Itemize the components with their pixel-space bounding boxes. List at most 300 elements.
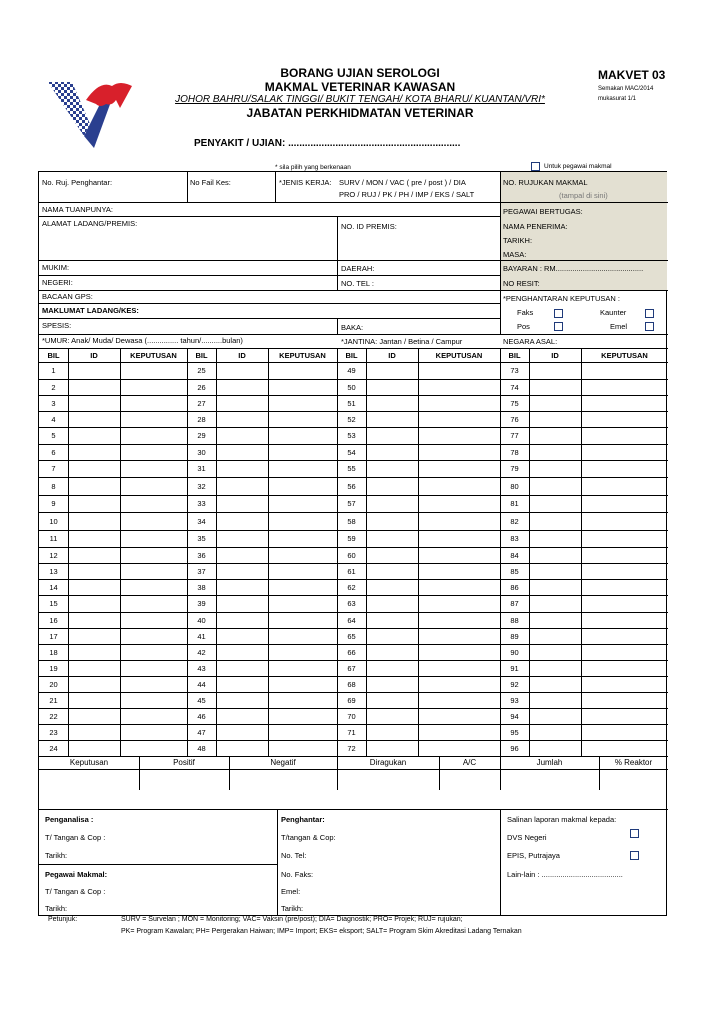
lab-officer-label: Pegawai Makmal: — [45, 870, 108, 879]
sample-id-cell[interactable] — [529, 612, 581, 628]
row-number: 77 — [510, 431, 519, 440]
result-cell[interactable] — [120, 579, 187, 595]
result-cell[interactable] — [418, 477, 500, 495]
row-number: 44 — [197, 679, 206, 689]
result-cell[interactable] — [418, 628, 500, 644]
result-cell[interactable] — [581, 460, 668, 477]
phone-label[interactable]: NO. TEL : — [341, 279, 374, 288]
result-cell[interactable] — [120, 628, 187, 644]
sample-id-cell[interactable] — [216, 612, 268, 628]
age-field[interactable]: *UMUR: Anak/ Muda/ Dewasa (............... tahun/..........bulan) — [42, 336, 243, 345]
revision-label: Semakan MAC/2014 — [598, 86, 654, 92]
result-cell[interactable] — [120, 460, 187, 477]
sample-id-cell[interactable] — [216, 692, 268, 708]
summary-value-cell[interactable] — [500, 770, 599, 790]
result-cell[interactable] — [120, 740, 187, 756]
lab-officer-signature-field[interactable]: T/ Tangan & Cop : — [45, 887, 106, 896]
sample-id-cell[interactable] — [529, 477, 581, 495]
sample-id-cell[interactable] — [366, 579, 418, 595]
sample-id-cell[interactable] — [366, 612, 418, 628]
result-cell[interactable] — [268, 724, 337, 740]
row-number: 7 — [51, 464, 56, 473]
table-row-line — [500, 756, 668, 757]
row-number: 68 — [347, 679, 356, 689]
sample-id-cell[interactable] — [366, 547, 418, 563]
sender-fax-field[interactable]: No. Faks: — [281, 870, 314, 879]
result-cell[interactable] — [120, 563, 187, 579]
row-number: 28 — [197, 414, 206, 424]
row-number: 34 — [197, 516, 206, 526]
result-cell[interactable] — [268, 495, 337, 512]
counter-option-label: Kaunter — [600, 308, 627, 317]
result-cell[interactable] — [581, 379, 668, 395]
result-cell[interactable] — [581, 628, 668, 644]
result-cell[interactable] — [120, 427, 187, 444]
origin-country-label[interactable]: NEGARA ASAL: — [503, 337, 558, 346]
result-cell[interactable] — [581, 612, 668, 628]
sample-id-cell[interactable] — [68, 676, 120, 692]
row-number: 23 — [49, 727, 58, 737]
sample-id-cell[interactable] — [216, 628, 268, 644]
summary--reaktor: % Reaktor — [614, 758, 653, 767]
result-cell[interactable] — [268, 379, 337, 395]
result-cell[interactable] — [120, 612, 187, 628]
result-cell[interactable] — [268, 644, 337, 660]
sample-id-cell[interactable] — [529, 676, 581, 692]
result-cell[interactable] — [581, 563, 668, 579]
mukim-label[interactable]: MUKIM: — [42, 263, 70, 272]
sender-ref-label[interactable]: No. Ruj. Penghantar: — [42, 178, 113, 187]
result-cell[interactable] — [418, 495, 500, 512]
row-number: 92 — [510, 679, 519, 689]
sample-id-cell[interactable] — [216, 579, 268, 595]
sample-id-cell[interactable] — [529, 547, 581, 563]
result-cell[interactable] — [581, 512, 668, 530]
row-number: 57 — [347, 499, 356, 508]
sample-id-cell[interactable] — [68, 595, 120, 612]
result-cell[interactable] — [418, 724, 500, 740]
row-number: 65 — [347, 631, 356, 641]
sample-id-cell[interactable] — [366, 495, 418, 512]
result-cell[interactable] — [120, 724, 187, 740]
result-cell[interactable] — [418, 395, 500, 411]
sample-id-cell[interactable] — [366, 660, 418, 676]
sample-id-cell[interactable] — [216, 563, 268, 579]
sample-id-cell[interactable] — [216, 595, 268, 612]
receipt-label[interactable]: NO RESIT: — [503, 279, 540, 288]
sample-id-cell[interactable] — [529, 595, 581, 612]
sample-id-cell[interactable] — [366, 411, 418, 427]
row-number: 13 — [49, 566, 58, 576]
sample-id-cell[interactable] — [366, 595, 418, 612]
summary-value-cell[interactable] — [439, 770, 500, 790]
sample-id-cell[interactable] — [68, 512, 120, 530]
work-type-options-1[interactable]: SURV / MON / VAC ( pre / post ) / DIA — [339, 178, 466, 187]
address-label[interactable]: ALAMAT LADANG/PREMIS: — [42, 219, 138, 228]
row-number: 3 — [51, 398, 56, 408]
lab-only-checkbox[interactable] — [531, 162, 540, 171]
table-header-keputusan: KEPUTUSAN — [279, 351, 326, 360]
sample-id-cell[interactable] — [529, 411, 581, 427]
result-cell[interactable] — [418, 579, 500, 595]
summary-value-cell[interactable] — [39, 770, 139, 790]
fax-option-label: Faks — [517, 308, 534, 317]
post-checkbox[interactable] — [554, 322, 563, 331]
result-cell[interactable] — [581, 595, 668, 612]
result-cell[interactable] — [418, 708, 500, 724]
row-number: 72 — [347, 743, 356, 753]
sample-id-cell[interactable] — [366, 676, 418, 692]
sample-id-cell[interactable] — [68, 395, 120, 411]
table-header-bil: BIL — [508, 351, 521, 360]
sample-id-cell[interactable] — [68, 724, 120, 740]
sample-id-cell[interactable] — [68, 362, 120, 379]
sample-id-cell[interactable] — [529, 644, 581, 660]
sample-id-cell[interactable] — [68, 379, 120, 395]
sample-id-cell[interactable] — [68, 444, 120, 460]
breed-label[interactable]: BAKA: — [341, 323, 364, 332]
result-cell[interactable] — [120, 708, 187, 724]
result-cell[interactable] — [120, 547, 187, 563]
result-cell[interactable] — [268, 563, 337, 579]
sample-id-cell[interactable] — [68, 547, 120, 563]
row-number: 61 — [347, 566, 356, 576]
result-cell[interactable] — [120, 444, 187, 460]
sample-id-cell[interactable] — [529, 530, 581, 547]
epis-checkbox[interactable] — [630, 851, 639, 860]
officer-label[interactable]: PEGAWAI BERTUGAS: — [503, 207, 583, 216]
summary-jumlah: Jumlah — [536, 758, 563, 767]
row-number: 8 — [51, 481, 56, 491]
result-cell[interactable] — [418, 676, 500, 692]
sample-id-cell[interactable] — [68, 708, 120, 724]
result-cell[interactable] — [268, 427, 337, 444]
sample-id-cell[interactable] — [366, 628, 418, 644]
result-cell[interactable] — [581, 411, 668, 427]
result-cell[interactable] — [581, 495, 668, 512]
result-cell[interactable] — [120, 530, 187, 547]
dvs-checkbox[interactable] — [630, 829, 639, 838]
department-name: JABATAN PERKHIDMATAN VETERINAR — [246, 106, 474, 120]
sample-id-cell[interactable] — [366, 724, 418, 740]
result-cell[interactable] — [418, 547, 500, 563]
sample-id-cell[interactable] — [529, 512, 581, 530]
result-cell[interactable] — [581, 547, 668, 563]
row-number: 41 — [197, 631, 206, 641]
sample-id-cell[interactable] — [366, 444, 418, 460]
result-cell[interactable] — [268, 595, 337, 612]
summary-value-cell[interactable] — [337, 770, 439, 790]
sample-id-cell[interactable] — [216, 395, 268, 411]
row-number: 94 — [510, 711, 519, 721]
result-cell[interactable] — [418, 512, 500, 530]
summary-value-cell[interactable] — [599, 770, 668, 790]
result-cell[interactable] — [581, 427, 668, 444]
sample-id-cell[interactable] — [68, 530, 120, 547]
sample-id-cell[interactable] — [68, 477, 120, 495]
result-cell[interactable] — [581, 724, 668, 740]
result-cell[interactable] — [268, 512, 337, 530]
result-cell[interactable] — [120, 644, 187, 660]
sample-id-cell[interactable] — [529, 460, 581, 477]
result-cell[interactable] — [120, 660, 187, 676]
result-cell[interactable] — [418, 644, 500, 660]
page-label: mukasurat 1/1 — [598, 96, 637, 102]
counter-checkbox[interactable] — [645, 309, 654, 318]
sample-id-cell[interactable] — [366, 563, 418, 579]
result-cell[interactable] — [581, 692, 668, 708]
date-label[interactable]: TARIKH: — [503, 236, 533, 245]
result-cell[interactable] — [581, 477, 668, 495]
payment-label[interactable]: BAYARAN : RM.......................................... — [503, 264, 644, 273]
row-number: 60 — [347, 550, 356, 560]
row-number: 56 — [347, 481, 356, 491]
result-cell[interactable] — [120, 411, 187, 427]
result-cell[interactable] — [581, 660, 668, 676]
sample-id-cell[interactable] — [366, 362, 418, 379]
sample-id-cell[interactable] — [366, 530, 418, 547]
sample-id-cell[interactable] — [68, 579, 120, 595]
sample-id-cell[interactable] — [68, 644, 120, 660]
result-cell[interactable] — [120, 692, 187, 708]
row-number: 86 — [510, 582, 519, 592]
row-number: 30 — [197, 447, 206, 457]
result-cell[interactable] — [418, 379, 500, 395]
row-number: 29 — [197, 431, 206, 440]
result-cell[interactable] — [418, 411, 500, 427]
district-label[interactable]: DAERAH: — [341, 264, 375, 273]
result-cell[interactable] — [268, 612, 337, 628]
row-number: 40 — [197, 615, 206, 625]
result-cell[interactable] — [268, 395, 337, 411]
result-cell[interactable] — [268, 628, 337, 644]
row-number: 89 — [510, 631, 519, 641]
sample-id-cell[interactable] — [216, 708, 268, 724]
row-number: 2 — [51, 382, 56, 392]
row-number: 79 — [510, 464, 519, 473]
state-label[interactable]: NEGERI: — [42, 278, 73, 287]
sample-id-cell[interactable] — [68, 495, 120, 512]
sender-phone-field[interactable]: No. Tel: — [281, 851, 307, 860]
sample-id-cell[interactable] — [529, 362, 581, 379]
sample-id-cell[interactable] — [529, 427, 581, 444]
result-cell[interactable] — [418, 362, 500, 379]
sample-id-cell[interactable] — [366, 692, 418, 708]
email-checkbox[interactable] — [645, 322, 654, 331]
fax-checkbox[interactable] — [554, 309, 563, 318]
sample-id-cell[interactable] — [366, 708, 418, 724]
sample-id-cell[interactable] — [216, 644, 268, 660]
result-cell[interactable] — [268, 579, 337, 595]
sample-id-cell[interactable] — [216, 724, 268, 740]
result-cell[interactable] — [581, 395, 668, 411]
analyst-signature-field[interactable]: T/ Tangan & Cop : — [45, 833, 106, 842]
summary-value-cell[interactable] — [229, 770, 337, 790]
result-cell[interactable] — [581, 676, 668, 692]
sample-id-cell[interactable] — [68, 660, 120, 676]
serology-form — [38, 171, 667, 916]
lab-only-note — [531, 162, 612, 171]
result-cell[interactable] — [268, 460, 337, 477]
sample-id-cell[interactable] — [216, 460, 268, 477]
result-cell[interactable] — [418, 460, 500, 477]
result-cell[interactable] — [581, 644, 668, 660]
epis-label: EPIS, Putrajaya — [507, 851, 560, 860]
result-cell[interactable] — [418, 563, 500, 579]
sample-id-cell[interactable] — [216, 547, 268, 563]
sample-id-cell[interactable] — [366, 395, 418, 411]
result-cell[interactable] — [268, 477, 337, 495]
result-cell[interactable] — [418, 692, 500, 708]
analyst-date-field[interactable]: Tarikh: — [45, 851, 68, 860]
sample-id-cell[interactable] — [366, 644, 418, 660]
sample-id-cell[interactable] — [366, 740, 418, 756]
sample-id-cell[interactable] — [529, 724, 581, 740]
result-cell[interactable] — [581, 740, 668, 756]
sample-id-cell[interactable] — [216, 362, 268, 379]
result-cell[interactable] — [268, 547, 337, 563]
result-cell[interactable] — [418, 660, 500, 676]
sample-id-cell[interactable] — [529, 708, 581, 724]
result-cell[interactable] — [418, 612, 500, 628]
sample-id-cell[interactable] — [529, 579, 581, 595]
sample-id-cell[interactable] — [216, 676, 268, 692]
receiver-label[interactable]: NAMA PENERIMA: — [503, 222, 568, 231]
owner-name-label[interactable]: NAMA TUANPUNYA: — [42, 205, 113, 214]
work-type-options-2[interactable]: PRO / RUJ / PK / PH / IMP / EKS / SALT — [339, 190, 475, 199]
sample-id-cell[interactable] — [366, 512, 418, 530]
result-cell[interactable] — [268, 692, 337, 708]
result-cell[interactable] — [581, 708, 668, 724]
row-number: 48 — [197, 743, 206, 753]
result-cell[interactable] — [120, 595, 187, 612]
sample-id-cell[interactable] — [216, 660, 268, 676]
sample-id-cell[interactable] — [529, 660, 581, 676]
case-file-label[interactable]: No Fail Kes: — [190, 178, 231, 187]
result-cell[interactable] — [418, 427, 500, 444]
legend-line-2: PK= Program Kawalan; PH= Pergerakan Haiwan; IMP= Import; EKS= eksport; SALT= Program Skim Akreditasi Ladang Ternakan — [121, 928, 522, 935]
result-cell[interactable] — [418, 740, 500, 756]
sample-id-cell[interactable] — [68, 411, 120, 427]
result-cell[interactable] — [418, 595, 500, 612]
sample-id-cell[interactable] — [216, 444, 268, 460]
result-cell[interactable] — [268, 708, 337, 724]
row-number: 91 — [510, 663, 519, 673]
sample-id-cell[interactable] — [366, 477, 418, 495]
row-number: 90 — [510, 647, 519, 657]
sample-id-cell[interactable] — [529, 395, 581, 411]
sample-id-cell[interactable] — [216, 530, 268, 547]
result-cell[interactable] — [268, 362, 337, 379]
sample-id-cell[interactable] — [216, 411, 268, 427]
sample-id-cell[interactable] — [216, 427, 268, 444]
sender-date-field[interactable]: Tarikh: — [281, 904, 304, 913]
result-cell[interactable] — [120, 512, 187, 530]
result-cell[interactable] — [120, 395, 187, 411]
result-cell[interactable] — [581, 530, 668, 547]
row-number: 1 — [51, 366, 56, 375]
sample-id-cell[interactable] — [216, 477, 268, 495]
dvs-label: DVS Negeri — [507, 833, 547, 842]
row-number: 14 — [49, 582, 58, 592]
result-cell[interactable] — [268, 676, 337, 692]
sample-id-cell[interactable] — [68, 612, 120, 628]
sender-signature-field[interactable]: T/tangan & Cop: — [281, 833, 336, 842]
gps-label[interactable]: BACAAN GPS: — [42, 292, 93, 301]
sample-id-cell[interactable] — [216, 740, 268, 756]
sample-id-cell[interactable] — [529, 379, 581, 395]
result-cell[interactable] — [268, 444, 337, 460]
result-cell[interactable] — [268, 530, 337, 547]
result-cell[interactable] — [581, 362, 668, 379]
sample-id-cell[interactable] — [366, 379, 418, 395]
result-cell[interactable] — [268, 740, 337, 756]
result-cell[interactable] — [581, 579, 668, 595]
row-number: 58 — [347, 516, 356, 526]
table-header-bil: BIL — [47, 351, 60, 360]
sample-id-cell[interactable] — [529, 563, 581, 579]
premise-id-label[interactable]: NO. ID PREMIS: — [341, 222, 397, 231]
sample-id-cell[interactable] — [216, 512, 268, 530]
row-number: 36 — [197, 550, 206, 560]
sample-id-cell[interactable] — [68, 563, 120, 579]
time-label[interactable]: MASA: — [503, 250, 527, 259]
row-number: 16 — [49, 615, 58, 625]
result-cell[interactable] — [120, 362, 187, 379]
table-row-line — [187, 756, 337, 757]
result-cell[interactable] — [418, 530, 500, 547]
lab-officer-date-field[interactable]: Tarikh: — [45, 904, 68, 913]
species-label[interactable]: SPESIS: — [42, 321, 72, 330]
sample-id-cell[interactable] — [216, 379, 268, 395]
sample-id-cell[interactable] — [529, 740, 581, 756]
result-cell[interactable] — [120, 477, 187, 495]
sample-id-cell[interactable] — [366, 460, 418, 477]
row-number: 25 — [197, 366, 206, 375]
sample-id-cell[interactable] — [68, 740, 120, 756]
result-cell[interactable] — [418, 444, 500, 460]
form-title: BORANG UJIAN SEROLOGI — [280, 66, 440, 80]
sample-id-cell[interactable] — [68, 460, 120, 477]
sample-id-cell[interactable] — [216, 495, 268, 512]
sample-id-cell[interactable] — [529, 628, 581, 644]
row-number: 88 — [510, 615, 519, 625]
summary-diragukan: Diragukan — [369, 758, 407, 767]
summary-value-cell[interactable] — [139, 770, 229, 790]
sample-id-cell[interactable] — [366, 427, 418, 444]
others-field[interactable]: Lain-lain : ....................................... — [507, 870, 623, 879]
table-header-bil: BIL — [345, 351, 358, 360]
result-cell[interactable] — [581, 444, 668, 460]
result-cell[interactable] — [120, 676, 187, 692]
sample-id-cell[interactable] — [529, 495, 581, 512]
disease-test-field[interactable]: PENYAKIT / UJIAN: .............................................................. — [194, 138, 461, 149]
row-number: 31 — [197, 464, 206, 473]
result-cell[interactable] — [268, 411, 337, 427]
sample-id-cell[interactable] — [529, 444, 581, 460]
result-cell[interactable] — [120, 379, 187, 395]
row-number: 82 — [510, 516, 519, 526]
result-cell[interactable] — [120, 495, 187, 512]
sender-email-field[interactable]: Emel: — [281, 887, 301, 896]
sample-id-cell[interactable] — [68, 427, 120, 444]
result-cell[interactable] — [268, 660, 337, 676]
sample-id-cell[interactable] — [529, 692, 581, 708]
sex-field[interactable]: *JANTINA: Jantan / Betina / Campur — [341, 337, 463, 346]
sample-id-cell[interactable] — [68, 692, 120, 708]
row-number: 9 — [51, 499, 56, 508]
sample-id-cell[interactable] — [68, 628, 120, 644]
